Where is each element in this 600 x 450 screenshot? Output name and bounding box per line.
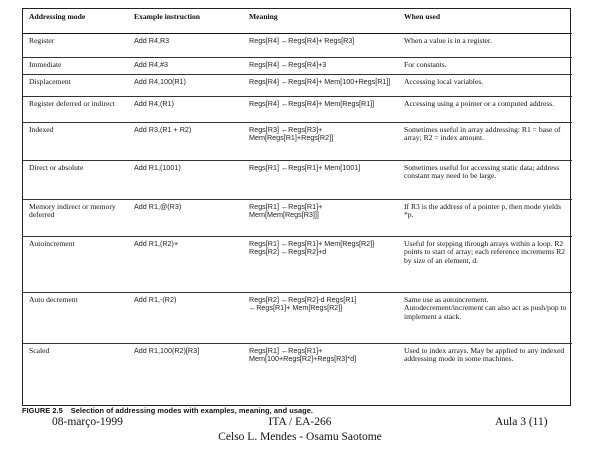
- figure-caption: [22, 406, 313, 415]
- cell-when-used: Accessing local variables.: [398, 74, 572, 96]
- cell-meaning: Regs[R1] ←Regs[R1]+ Mem[1001]: [243, 160, 398, 199]
- cell-meaning: Regs[R4] ←Regs[R4]+3: [243, 57, 398, 74]
- addressing-modes-table-frame: [22, 8, 571, 406]
- cell-mode: Direct or absolute: [23, 160, 128, 199]
- cell-when-used: When a value is in a register.: [398, 33, 572, 57]
- addressing-modes-table: [23, 9, 572, 385]
- footer-course: ITA / EA-266: [268, 416, 332, 428]
- cell-mode: Register deferred or indirect: [23, 96, 128, 122]
- cell-meaning: Regs[R4] ←Regs[R4]+ Mem[100+Regs[R1]]: [243, 74, 398, 96]
- cell-when-used: Accessing using a pointer or a computed address.: [398, 96, 572, 122]
- cell-mode: Indexed: [23, 122, 128, 160]
- cell-when-used: Sometimes useful for accessing static data; address constant may need to be large.: [398, 160, 572, 199]
- cell-mode: Autoincrement: [23, 236, 128, 292]
- cell-example: Add R4,100(R1): [128, 74, 243, 96]
- cell-mode: Immediate: [23, 57, 128, 74]
- cell-when-used: If R3 is the address of a pointer p, then mode yields *p.: [398, 199, 572, 236]
- footer-page-number: Aula 3 (11): [495, 416, 548, 428]
- cell-meaning: Regs[R4] ←Regs[R4]+ Mem[Regs[R1]]: [243, 96, 398, 122]
- cell-mode: Register: [23, 33, 128, 57]
- cell-example: Add R3,(R1 + R2): [128, 122, 243, 160]
- table-header-row: [23, 9, 572, 33]
- header-example-instruction: Example instruction: [128, 9, 243, 33]
- cell-mode: Displacement: [23, 74, 128, 96]
- cell-when-used: Sometimes useful in array addressing: R1 = base of array; R2 = index amount.: [398, 122, 572, 160]
- header-when-used: When used: [398, 9, 572, 33]
- cell-when-used: Used to index arrays. May be applied to any indexed addressing mode in some machines.: [404, 345, 565, 364]
- header-meaning: Meaning: [243, 9, 398, 33]
- cell-meaning: Regs[R1] ←Regs[R1]+ Mem[Mem[Regs[R3]]]: [243, 199, 398, 236]
- cell-mode: Memory indirect or memory deferred: [23, 199, 128, 236]
- cell-meaning: Regs[R3] ←Regs[R3]+ Mem[Regs[R1]+Regs[R2]]: [243, 122, 398, 160]
- figure-number: FIGURE 2.5: [22, 406, 63, 415]
- table-row: [23, 122, 572, 160]
- cell-mode: Scaled: [29, 345, 50, 355]
- cell-when-used: Same use as autoincrement. Autodecrement/increment can also act as push/pop to implement a stack.: [398, 292, 572, 343]
- cell-example: Add R1,-(R2): [128, 292, 243, 343]
- cell-example: Add R1,100(R2)[R3]: [134, 345, 200, 355]
- table-row: [23, 57, 572, 74]
- cell-meaning: Regs[R1] ←Regs[R1]+ Mem[Regs[R2]] Regs[R2] ←Regs[R2]+d: [243, 236, 398, 292]
- cell-example: Add R1,(R2)+: [128, 236, 243, 292]
- table-row: [23, 199, 572, 236]
- cell-mode: Auto decrement: [23, 292, 128, 343]
- cell-meaning: Regs[R2] ←Regs[R2]-d Regs[R1] ←Regs[R1]+ Mem[Regs[R2]]: [243, 292, 398, 343]
- cell-when-used: Useful for stepping through arrays within a loop. R2 points to start of array; each reference increments R2 by size of an element, d.: [398, 236, 572, 292]
- header-addressing-mode: Addressing mode: [23, 9, 128, 33]
- footer-authors: Celso L. Mendes - Osamu Saotome: [218, 431, 382, 443]
- cell-meaning: Regs[R4] ←Regs[R4]+ Regs[R3]: [243, 33, 398, 57]
- table-row: [23, 236, 572, 292]
- table-row: [23, 33, 572, 57]
- cell-meaning: Regs[R1] ←Regs[R1]+ Mem[100+Regs[R2]+Regs[R3]*d]: [249, 345, 357, 364]
- table-row: [23, 292, 572, 343]
- cell-example: Add R1,@(R3): [128, 199, 243, 236]
- table-row: [23, 96, 572, 122]
- cell-example: Add R4,(R1): [128, 96, 243, 122]
- cell-when-used: For constants.: [398, 57, 572, 74]
- figure-caption-text: Selection of addressing modes with examples, meaning, and usage.: [70, 406, 313, 415]
- table-row: [23, 74, 572, 96]
- cell-example: Add R4,#3: [128, 57, 243, 74]
- table-row: [23, 160, 572, 199]
- footer-date: 08-março-1999: [52, 416, 123, 428]
- table-row: [23, 343, 572, 385]
- cell-example: Add R4,R3: [128, 33, 243, 57]
- cell-example: Add R1,(1001): [128, 160, 243, 199]
